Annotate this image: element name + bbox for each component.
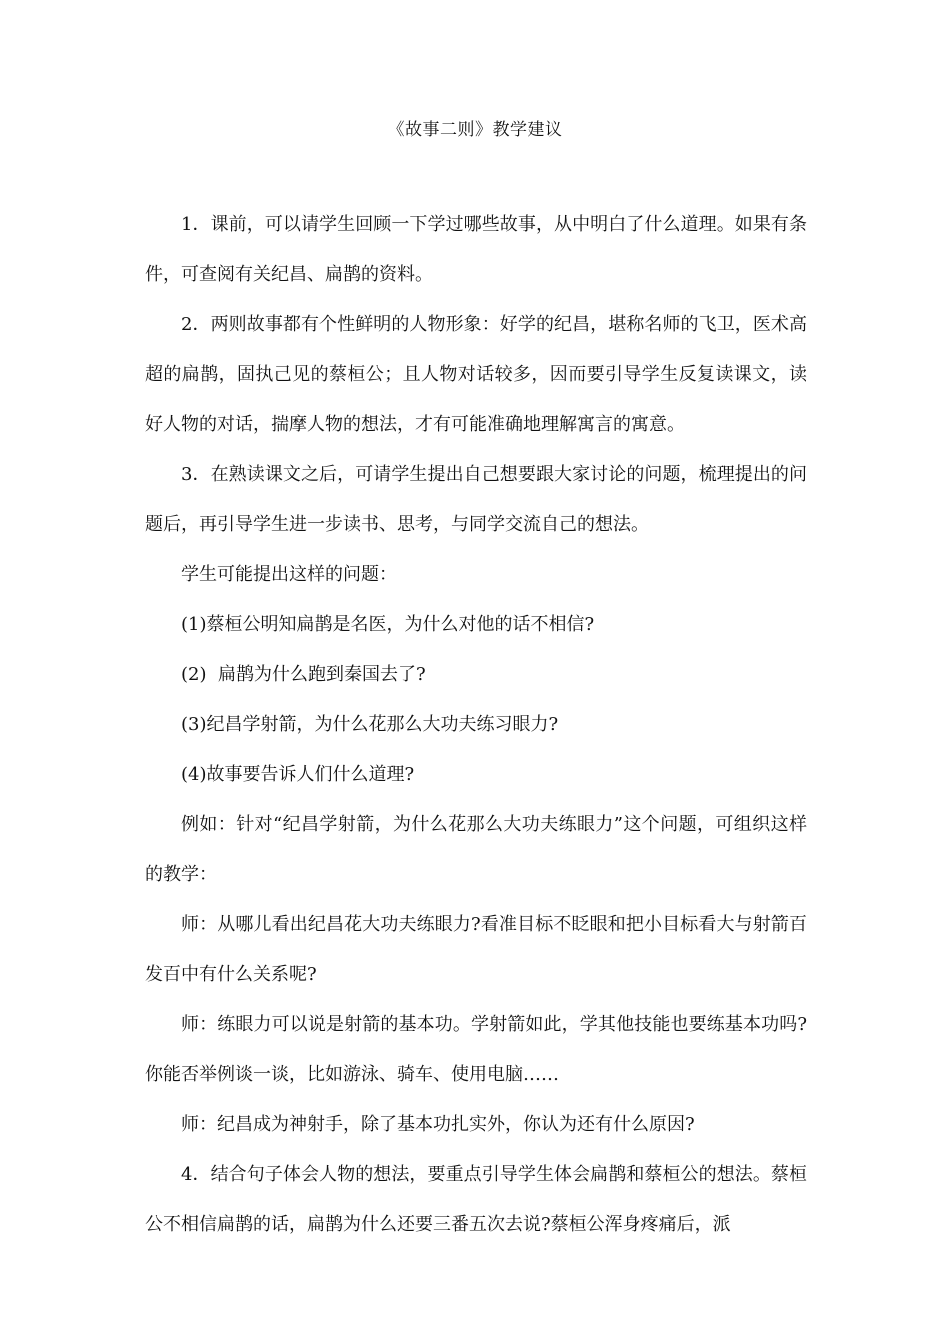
document-body [145, 200, 807, 1250]
paragraph-3: 3．在熟读课文之后，可请学生提出自己想要跟大家讨论的问题，梳理提出的问题后，再引导学生进一步读书、思考，与同学交流自己的想法。 [145, 464, 807, 535]
question-1: (1)蔡桓公明知扁鹊是名医，为什么对他的话不相信? [181, 614, 595, 635]
question-4: (4)故事要告诉人们什么道理? [181, 764, 415, 785]
example-intro: 例如：针对“纪昌学射箭，为什么花那么大功夫练眼力”这个问题，可组织这样的教学： [145, 814, 807, 885]
teacher-line-3: 师：纪昌成为神射手，除了基本功扎实外，你认为还有什么原因? [181, 1114, 695, 1135]
questions-intro: 学生可能提出这样的问题： [181, 564, 397, 585]
paragraph-4: 4．结合句子体会人物的想法，要重点引导学生体会扁鹊和蔡桓公的想法。蔡桓公不相信扁鹊的话，扁鹊为什么还要三番五次去说?蔡桓公浑身疼痛后，派 [145, 1164, 807, 1235]
document-title: 《故事二则》教学建议 [387, 120, 563, 140]
teacher-line-2: 师：练眼力可以说是射箭的基本功。学射箭如此，学其他技能也要练基本功吗?你能否举例谈一谈，比如游泳、骑车、使用电脑…… [145, 1014, 807, 1085]
question-2: (2) 扁鹊为什么跑到秦国去了? [181, 664, 426, 685]
paragraph-2: 2．两则故事都有个性鲜明的人物形象：好学的纪昌，堪称名师的飞卫，医术高超的扁鹊，固执己见的蔡桓公；且人物对话较多，因而要引导学生反复读课文，读好人物的对话，揣摩人物的想法，才有可能准确地理解寓言的寓意。 [145, 314, 807, 435]
teacher-line-1: 师：从哪儿看出纪昌花大功夫练眼力?看准目标不眨眼和把小目标看大与射箭百发百中有什么关系呢? [145, 914, 807, 985]
paragraph-1: 1．课前，可以请学生回顾一下学过哪些故事，从中明白了什么道理。如果有条件，可查阅有关纪昌、扁鹊的资料。 [145, 214, 807, 285]
question-3: (3)纪昌学射箭，为什么花那么大功夫练习眼力? [181, 714, 559, 735]
